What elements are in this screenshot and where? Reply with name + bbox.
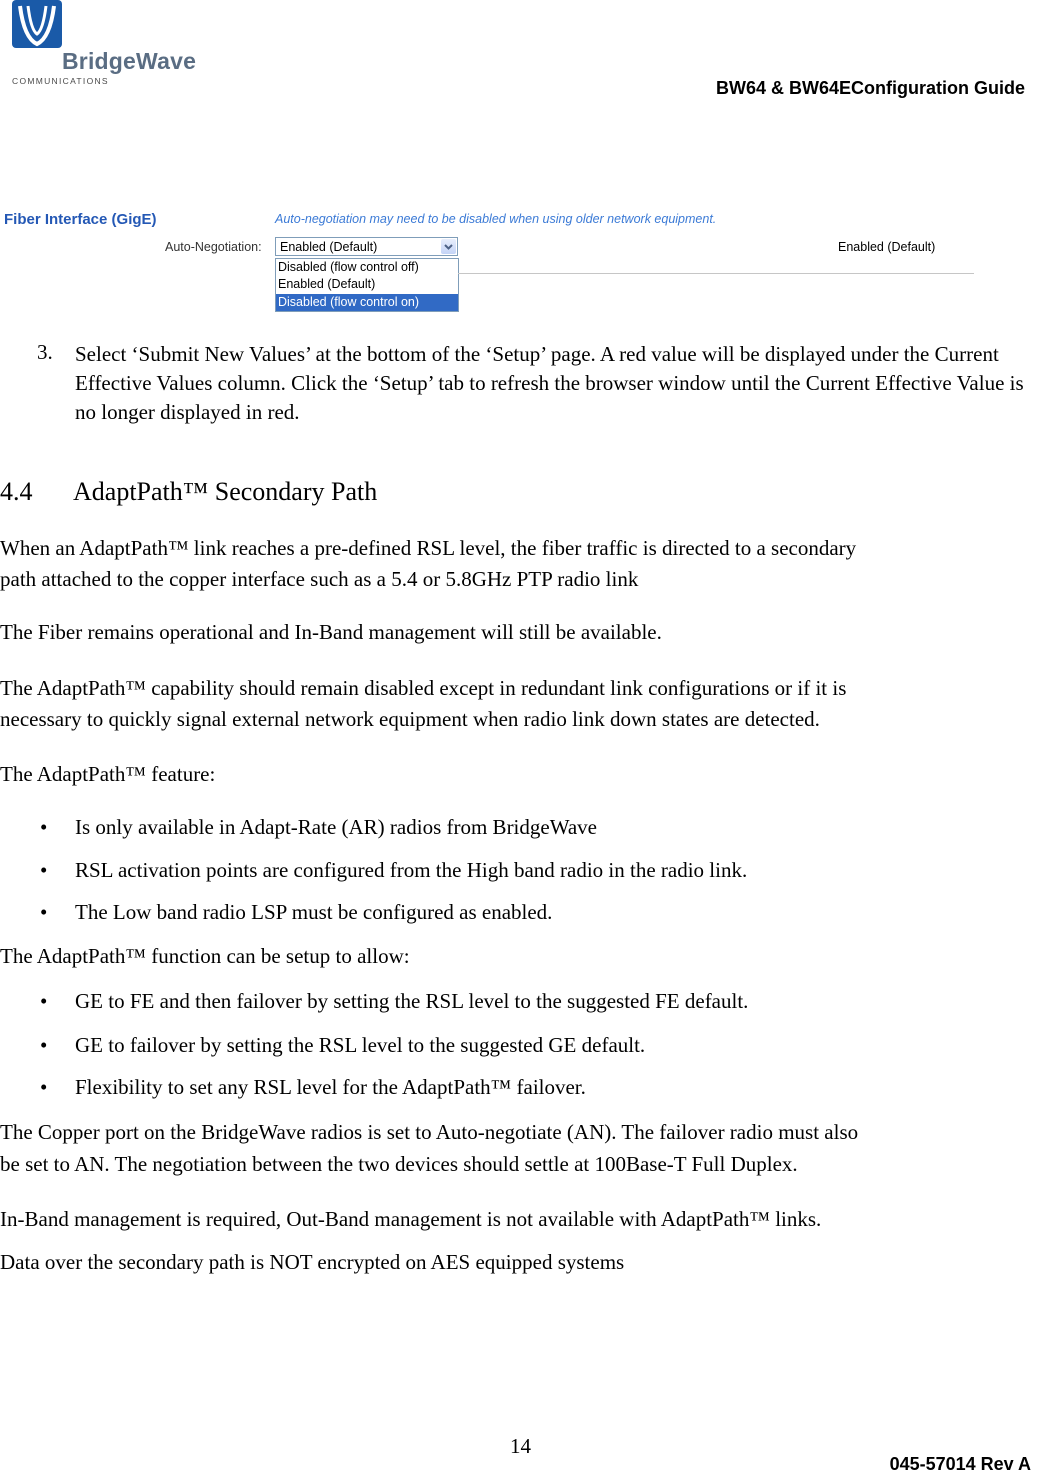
step-number: 3. [37, 340, 53, 364]
bullet-icon: • [40, 815, 48, 839]
list-item: RSL activation points are configured from the High band radio in the radio link. [75, 858, 748, 882]
list-item: Is only available in Adapt-Rate (AR) radios from BridgeWave [75, 815, 597, 839]
list-item: The Low band radio LSP must be configured as enabled. [75, 900, 553, 924]
document-revision: 045-57014 Rev A [889, 1454, 1031, 1474]
paragraph-4: The AdaptPath™ feature: [0, 762, 216, 786]
paragraph-5: The AdaptPath™ function can be setup to allow: [0, 944, 410, 968]
auto-negotiation-options [275, 258, 459, 312]
auto-negotiation-select[interactable] [275, 237, 458, 256]
fiber-interface-screenshot [0, 200, 1000, 320]
bridgewave-logo-icon [12, 0, 72, 50]
logo-subtitle: COMMUNICATIONS [12, 76, 109, 86]
document-title: BW64 & BW64EConfiguration Guide [715, 78, 1025, 98]
current-effective-value: Enabled (Default) [838, 240, 936, 254]
paragraph-3-line-2: necessary to quickly signal external network equipment when radio link down states are detected. [0, 707, 820, 731]
list-item: Flexibility to set any RSL level for the AdaptPath™ failover. [75, 1075, 586, 1099]
auto-negotiation-note: Auto-negotiation may need to be disabled when using older network equipment. [275, 212, 717, 226]
bullet-icon: • [40, 858, 48, 882]
list-item: GE to failover by setting the RSL level to the suggested GE default. [75, 1033, 646, 1057]
chevron-down-icon[interactable] [441, 239, 456, 254]
page-number: 14 [510, 1434, 531, 1458]
selected-value: Enabled (Default) [280, 240, 378, 254]
bullet-icon: • [40, 1033, 48, 1057]
paragraph-1-line-1: When an AdaptPath™ link reaches a pre-defined RSL level, the fiber traffic is directed to a secondary [0, 536, 857, 560]
paragraph-6-line-1: The Copper port on the BridgeWave radios is set to Auto-negotiate (AN). The failover radio must also [0, 1120, 859, 1144]
option-disabled-flow-on[interactable]: Disabled (flow control on) [276, 294, 458, 311]
list-item: GE to FE and then failover by setting the RSL level to the suggested FE default. [75, 989, 749, 1013]
logo-wordmark: BridgeWave [62, 48, 197, 74]
section-heading [0, 477, 377, 507]
paragraph-3-line-1: The AdaptPath™ capability should remain disabled except in redundant link configurations or if it is [0, 676, 847, 700]
bullet-icon: • [40, 900, 48, 924]
option-enabled-default[interactable]: Enabled (Default) [278, 277, 376, 291]
paragraph-6-line-2: be set to AN. The negotiation between the two devices should settle at 100Base-T Full Duplex. [0, 1152, 798, 1176]
bullet-icon: • [40, 1075, 48, 1099]
option-disabled-flow-off[interactable]: Disabled (flow control off) [278, 260, 419, 274]
paragraph-7: In-Band management is required, Out-Band management is not available with AdaptPath™ links. [0, 1207, 822, 1231]
section-title: AdaptPath™ Secondary Path [73, 477, 378, 506]
auto-negotiation-label: Auto-Negotiation: [165, 240, 262, 254]
section-number: 4.4 [0, 477, 33, 506]
paragraph-1-line-2: path attached to the copper interface such as a 5.4 or 5.8GHz PTP radio link [0, 567, 639, 591]
divider [458, 273, 974, 274]
paragraph-2: The Fiber remains operational and In-Band management will still be available. [0, 620, 662, 644]
fiber-interface-title: Fiber Interface (GigE) [4, 211, 157, 228]
bullet-icon: • [40, 989, 48, 1013]
paragraph-8: Data over the secondary path is NOT encrypted on AES equipped systems [0, 1250, 625, 1274]
step-text: Select ‘Submit New Values’ at the bottom of the ‘Setup’ page. A red value will be displayed under the Current Effective Values column. Click the ‘Setup’ tab to refresh the browser window until the Current Effective Value is no longer displayed in red. [75, 342, 1024, 424]
